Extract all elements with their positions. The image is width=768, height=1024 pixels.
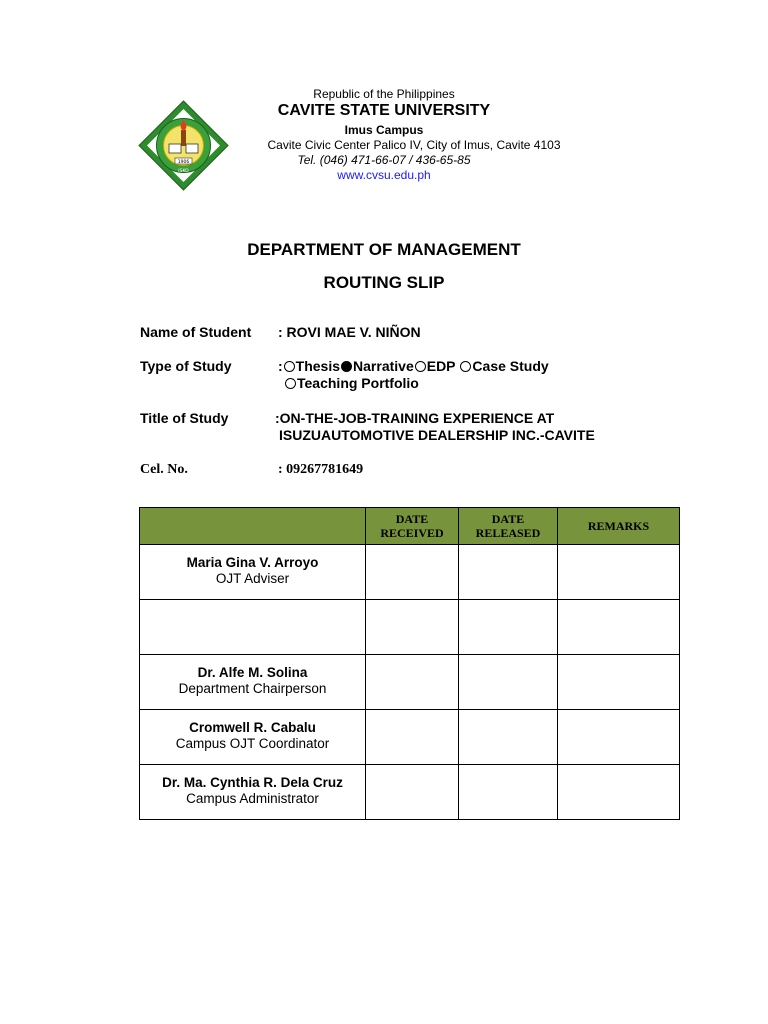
header-date-released-line1: DATE [491,512,525,526]
date-released-cell[interactable] [459,765,558,820]
date-received-cell[interactable] [366,765,459,820]
date-released-cell[interactable] [459,655,558,710]
thesis-radio-icon[interactable] [284,361,295,372]
remarks-cell[interactable] [558,600,680,655]
header-address: Cavite Civic Center Palico IV, City of Imus, Cavite 4103 [267,138,561,152]
header-signatory [140,508,366,545]
remarks-cell[interactable] [558,655,680,710]
signatory-role: Campus OJT Coordinator [175,736,330,751]
department-title: DEPARTMENT OF MANAGEMENT [247,240,521,259]
date-received-cell[interactable] [366,600,459,655]
signatory-name: Dr. Alfe M. Solina [197,665,308,680]
date-received-cell[interactable] [366,655,459,710]
header-date-received [366,508,459,545]
thesis-option-label: Thesis [295,358,341,374]
header-campus: Imus Campus [344,123,424,137]
edp-radio-icon[interactable] [415,361,426,372]
header-remarks: REMARKS [558,508,680,545]
seal-year-text: 1906 [177,160,190,165]
case-study-option-label: Case Study [472,358,549,374]
cel-no-label: Cel. No. [140,462,188,477]
table-row [140,765,680,820]
edp-option-label: EDP [426,358,456,374]
date-received-cell[interactable] [366,710,459,765]
header-date-received-line2: RECEIVED [380,526,444,540]
seal-banner-text: ISKO [178,169,189,174]
routing-table [139,507,680,820]
name-of-student-value: : ROVI MAE V. NIÑON [278,324,421,340]
type-of-study-colon: : [278,358,283,374]
header-republic: Republic of the Philippines [313,87,455,101]
header-website-link[interactable]: www.cvsu.edu.ph [337,168,431,182]
header-date-released [459,508,558,545]
date-released-cell[interactable] [459,600,558,655]
signatory-cell [140,545,366,600]
header-university-name: CAVITE STATE UNIVERSITY [277,102,491,119]
date-released-cell[interactable] [459,545,558,600]
table-row [140,600,680,655]
remarks-cell[interactable] [558,765,680,820]
signatory-cell [140,655,366,710]
signatory-role: Department Chairperson [178,681,327,696]
case-study-radio-icon[interactable] [460,361,471,372]
table-row [140,655,680,710]
narrative-radio-icon[interactable] [341,361,352,372]
teaching-portfolio-option [284,375,419,391]
name-of-student-label: Name of Student [140,324,252,340]
signatory-role: OJT Adviser [215,571,290,586]
signatory-name: Cromwell R. Cabalu [189,720,316,735]
date-received-cell[interactable] [366,545,459,600]
header-telephone: Tel. (046) 471-66-07 / 436-65-85 [297,153,471,167]
signatory-cell [140,710,366,765]
signatory-cell [140,600,366,655]
table-row [140,545,680,600]
narrative-option-label: Narrative [353,358,414,374]
cel-no-value: : 09267781649 [278,462,364,477]
signatory-cell [140,765,366,820]
signatory-role: Campus Administrator [186,791,319,806]
title-of-study-line1: :ON-THE-JOB-TRAINING EXPERIENCE AT [275,410,555,426]
title-of-study-line2: ISUZUAUTOMOTIVE DEALERSHIP INC.-CAVITE [279,427,595,443]
signatory-name: Dr. Ma. Cynthia R. Dela Cruz [162,775,343,790]
teaching-portfolio-option-label: Teaching Portfolio [297,375,419,391]
header-date-released-line2: RELEASED [475,526,541,540]
type-of-study-label: Type of Study [140,358,232,374]
type-of-study-options [278,358,638,374]
remarks-cell[interactable] [558,710,680,765]
remarks-cell[interactable] [558,545,680,600]
routing-table-header-row [140,508,680,545]
title-of-study-label: Title of Study [140,410,229,426]
date-released-cell[interactable] [459,710,558,765]
table-row [140,710,680,765]
teaching-portfolio-radio-icon[interactable] [285,378,296,389]
header-date-received-line1: DATE [395,512,429,526]
signatory-name: Maria Gina V. Arroyo [186,555,319,570]
document-title: ROUTING SLIP [323,273,445,292]
